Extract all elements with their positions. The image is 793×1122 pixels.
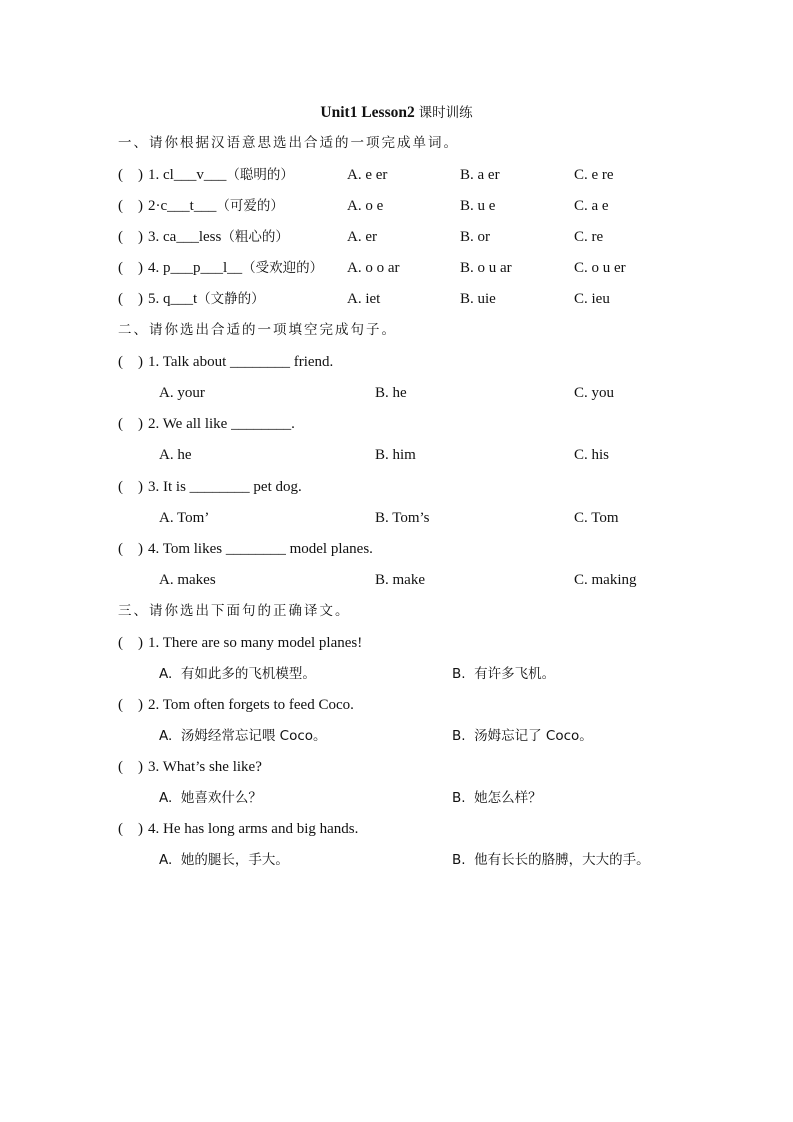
question-text: 3. What’s she like?: [148, 759, 262, 775]
section-heading: 一、请你根据汉语意思选出合适的一项完成单词。: [118, 135, 459, 151]
question-row: [0, 818, 793, 840]
option-c: C. you: [574, 385, 615, 401]
question-text: 1. Talk about ________ friend.: [148, 354, 334, 370]
option-a: A. 汤姆经常忘记喂 Coco。: [159, 728, 327, 744]
question-row: [0, 413, 793, 435]
question-row: [0, 288, 793, 310]
chinese-hint: （聪明的）: [226, 167, 294, 183]
answer-blank: ( ): [118, 697, 143, 713]
section-3: [0, 600, 793, 622]
answer-blank: ( ): [118, 540, 143, 557]
question-row: [0, 538, 793, 560]
chinese-hint: （可爱的）: [216, 198, 284, 214]
question-row: [0, 164, 793, 186]
question-text: 2. Tom often forgets to feed Coco.: [148, 697, 354, 713]
chinese-hint: （受欢迎的）: [242, 260, 324, 276]
option-a: A. o e: [347, 198, 384, 214]
option-a: A. he: [159, 447, 192, 464]
option-c: C. e re: [574, 167, 614, 183]
option-b: B. or: [460, 229, 490, 245]
option-b: B. 汤姆忘记了 Coco。: [452, 728, 593, 744]
options-row: [0, 663, 793, 685]
option-c: C. his: [574, 447, 610, 464]
question-row: [0, 257, 793, 279]
option-c: C. ieu: [574, 291, 610, 307]
option-b: B. a er: [460, 167, 500, 183]
option-a: A. er: [347, 229, 377, 245]
question-row: [0, 694, 793, 716]
answer-blank: ( ): [118, 416, 143, 433]
question-row: [0, 632, 793, 654]
question-text: 5. q___t（文静的）: [148, 291, 265, 307]
option-b: B. 有许多飞机。: [452, 666, 556, 682]
option-b: B. make: [375, 571, 425, 588]
section-heading: 三、请你选出下面句的正确译文。: [118, 603, 351, 619]
question-row: [0, 476, 793, 498]
answer-blank: ( ): [118, 478, 143, 495]
option-a: A. 有如此多的飞机模型。: [159, 666, 316, 682]
section-2: [0, 319, 793, 341]
options-row: [0, 725, 793, 747]
option-a: A. iet: [347, 291, 381, 307]
option-c: C. a e: [574, 198, 609, 214]
option-c: C. o u er: [574, 260, 626, 276]
answer-blank: ( ): [118, 821, 143, 837]
option-c: C. Tom: [574, 509, 619, 526]
answer-blank: ( ): [118, 354, 143, 370]
option-b: B. u e: [460, 198, 496, 214]
answer-blank: ( ): [118, 198, 143, 214]
question-row: [0, 226, 793, 248]
answer-blank: ( ): [118, 291, 143, 307]
section-heading: 二、请你选出合适的一项填空完成句子。: [118, 322, 397, 338]
question-text: 4. Tom likes ________ model planes.: [148, 540, 373, 557]
option-c: C. making: [574, 571, 637, 588]
option-a: A. 她喜欢什么？: [159, 790, 262, 806]
option-c: C. re: [574, 229, 604, 245]
option-a: A. 她的腿长，手大。: [159, 852, 289, 868]
question-text: 2. We all like ________.: [148, 416, 295, 433]
option-b: B. he: [375, 385, 407, 401]
options-row: [0, 382, 793, 404]
answer-blank: ( ): [118, 759, 143, 775]
question-text: 2·c___t___（可爱的）: [148, 198, 284, 214]
title-cn: 课时训练: [418, 105, 473, 121]
option-b: B. 他有长长的胳膊，大大的手。: [452, 852, 650, 868]
options-row: [0, 507, 793, 529]
option-a: A. makes: [159, 571, 216, 588]
question-text: 3. It is ________ pet dog.: [148, 478, 302, 495]
chinese-hint: （粗心的）: [221, 229, 289, 245]
answer-blank: ( ): [118, 635, 143, 651]
option-b: B. Tom’s: [375, 509, 430, 526]
question-row: [0, 756, 793, 778]
section-1: [0, 132, 793, 154]
question-row: [0, 195, 793, 217]
option-a: A. Tom’: [159, 509, 210, 526]
question-text: 1. There are so many model planes!: [148, 635, 363, 651]
option-b: B. 她怎么样？: [452, 790, 542, 806]
answer-blank: ( ): [118, 260, 143, 276]
answer-blank: ( ): [118, 167, 143, 183]
page-title: [0, 101, 793, 122]
question-text: 3. ca___less（粗心的）: [148, 229, 289, 245]
option-a: A. your: [159, 385, 205, 401]
options-row: [0, 787, 793, 809]
question-text: 1. cl___v___（聪明的）: [148, 167, 294, 183]
options-row: [0, 569, 793, 591]
question-row: [0, 351, 793, 373]
option-a: A. e er: [347, 167, 388, 183]
option-b: B. him: [375, 447, 416, 464]
options-row: [0, 444, 793, 466]
title-en: Unit1 Lesson2: [320, 104, 415, 121]
question-text: 4. p___p___l__（受欢迎的）: [148, 260, 324, 276]
option-b: B. o u ar: [460, 260, 512, 276]
option-b: B. uie: [460, 291, 496, 307]
chinese-hint: （文静的）: [197, 291, 265, 307]
answer-blank: ( ): [118, 229, 143, 245]
option-a: A. o o ar: [347, 260, 400, 276]
question-text: 4. He has long arms and big hands.: [148, 821, 359, 837]
options-row: [0, 849, 793, 871]
